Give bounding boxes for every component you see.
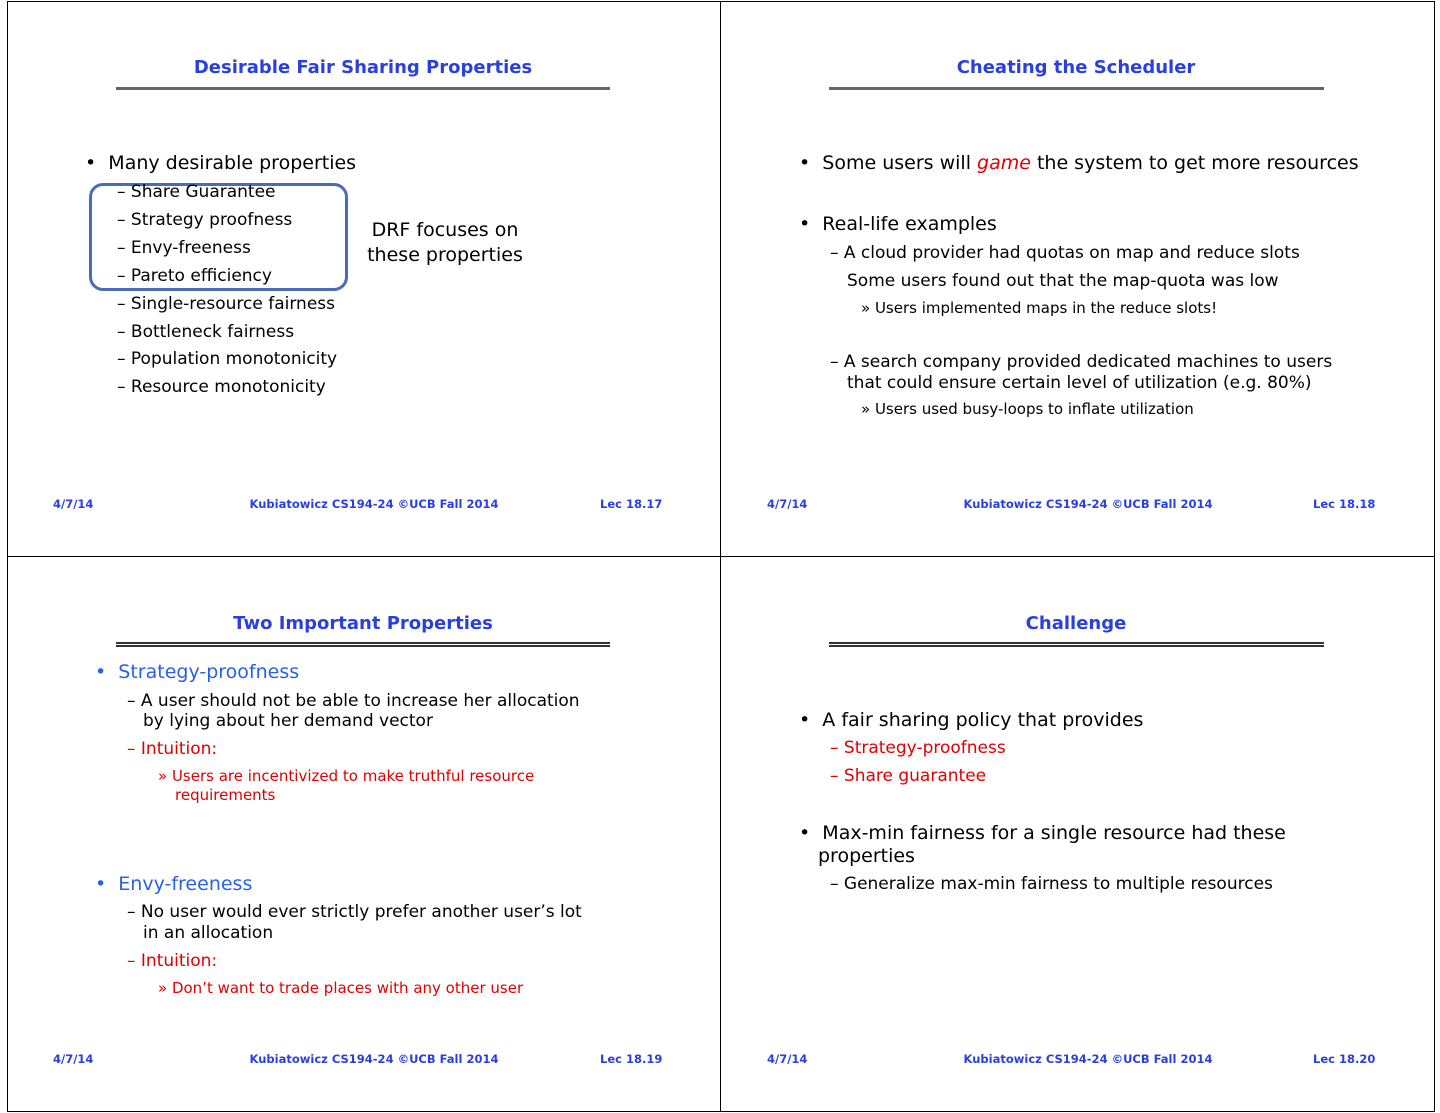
bullet-text: Many desirable properties — [108, 152, 357, 174]
list-item: – A search company provided dedicated machines to users — [830, 352, 1333, 372]
sub-item-continued: requirements — [175, 786, 276, 804]
list-item: – A cloud provider had quotas on map and reduce slots — [830, 243, 1300, 263]
list-item: – Envy-freeness — [117, 238, 251, 258]
list-item: – Intuition: — [127, 739, 218, 759]
footer-date: 4/7/14 — [53, 1052, 94, 1066]
bullet: • Max-min fairness for a single resource had these — [799, 822, 1286, 844]
footer-course: Kubiatowicz CS194-24 ©UCB Fall 2014 — [249, 1052, 499, 1066]
title-rule — [829, 87, 1324, 90]
footer-course: Kubiatowicz CS194-24 ©UCB Fall 2014 — [963, 497, 1213, 511]
list-item-continued: in an allocation — [143, 923, 274, 943]
bullet: • Some users will game the system to get more resources — [799, 152, 1359, 174]
bullet-text: Max-min fairness for a single resource had these — [822, 822, 1286, 844]
footer-date: 4/7/14 — [767, 497, 808, 511]
list-item: – Resource monotonicity — [117, 377, 326, 397]
frame-divider-horizontal — [7, 556, 1435, 557]
sub-item: » Users implemented maps in the reduce slots! — [861, 299, 1218, 317]
footer-lecture: Lec 18.19 — [600, 1052, 663, 1066]
slide-title: Desirable Fair Sharing Properties — [193, 57, 533, 78]
frame-border-top — [7, 1, 1435, 2]
bullet-continued: properties — [818, 845, 915, 867]
footer-date: 4/7/14 — [767, 1052, 808, 1066]
list-item: – No user would ever strictly prefer another user’s lot — [127, 902, 582, 922]
bullet-text: Some users will — [822, 152, 978, 174]
bullet: • Strategy-proofness — [95, 661, 300, 683]
footer-lecture: Lec 18.18 — [1313, 497, 1376, 511]
bullet-text: Envy-freeness — [118, 873, 253, 895]
bullet-text: the system to get more resources — [1030, 152, 1359, 174]
list-item: – Bottleneck fairness — [117, 322, 295, 342]
list-item: – Share guarantee — [830, 766, 987, 786]
list-item: – A user should not be able to increase her allocation — [127, 691, 580, 711]
footer-lecture: Lec 18.20 — [1313, 1052, 1376, 1066]
list-item-continued: Some users found out that the map-quota was low — [847, 271, 1279, 291]
list-item: – Single-resource fairness — [117, 294, 335, 314]
sub-item: » Don’t want to trade places with any other user — [158, 979, 524, 997]
list-item: – Generalize max-min fairness to multiple resources — [830, 874, 1273, 894]
bullet: • Many desirable properties — [85, 152, 357, 174]
title-rule — [829, 642, 1324, 647]
sub-item: » Users used busy-loops to inflate utilization — [861, 400, 1194, 418]
title-rule — [116, 642, 610, 647]
callout-line: DRF focuses on — [371, 219, 519, 241]
frame-border-bottom — [7, 1111, 1435, 1112]
list-item: – Population monotonicity — [117, 349, 338, 369]
list-item: – Intuition: — [127, 951, 218, 971]
bullet-text: Real-life examples — [822, 213, 997, 235]
list-item-continued: by lying about her demand vector — [143, 711, 433, 731]
footer-date: 4/7/14 — [53, 497, 94, 511]
slide-title: Challenge — [1025, 613, 1127, 634]
callout-line: these properties — [367, 244, 523, 266]
bullet: • Real-life examples — [799, 213, 997, 235]
sub-item: » Users are incentivized to make truthful resource — [158, 767, 535, 785]
slide-title: Two Important Properties — [233, 613, 493, 634]
bullet: • Envy-freeness — [95, 873, 253, 895]
bullet-text: Strategy-proofness — [118, 661, 300, 683]
footer-course: Kubiatowicz CS194-24 ©UCB Fall 2014 — [249, 497, 499, 511]
footer-course: Kubiatowicz CS194-24 ©UCB Fall 2014 — [963, 1052, 1213, 1066]
list-item: – Strategy-proofness — [830, 738, 1006, 758]
list-item: – Share Guarantee — [117, 182, 276, 202]
bullet: • A fair sharing policy that provides — [799, 709, 1144, 731]
emphasis-text: game — [977, 152, 1031, 174]
footer-lecture: Lec 18.17 — [600, 497, 663, 511]
list-item-continued: that could ensure certain level of utilization (e.g. 80%) — [847, 373, 1312, 393]
bullet-text: A fair sharing policy that provides — [822, 709, 1144, 731]
slide-title: Cheating the Scheduler — [956, 57, 1196, 78]
list-item: – Pareto efficiency — [117, 266, 272, 286]
title-rule — [116, 87, 610, 90]
list-item: – Strategy proofness — [117, 210, 293, 230]
